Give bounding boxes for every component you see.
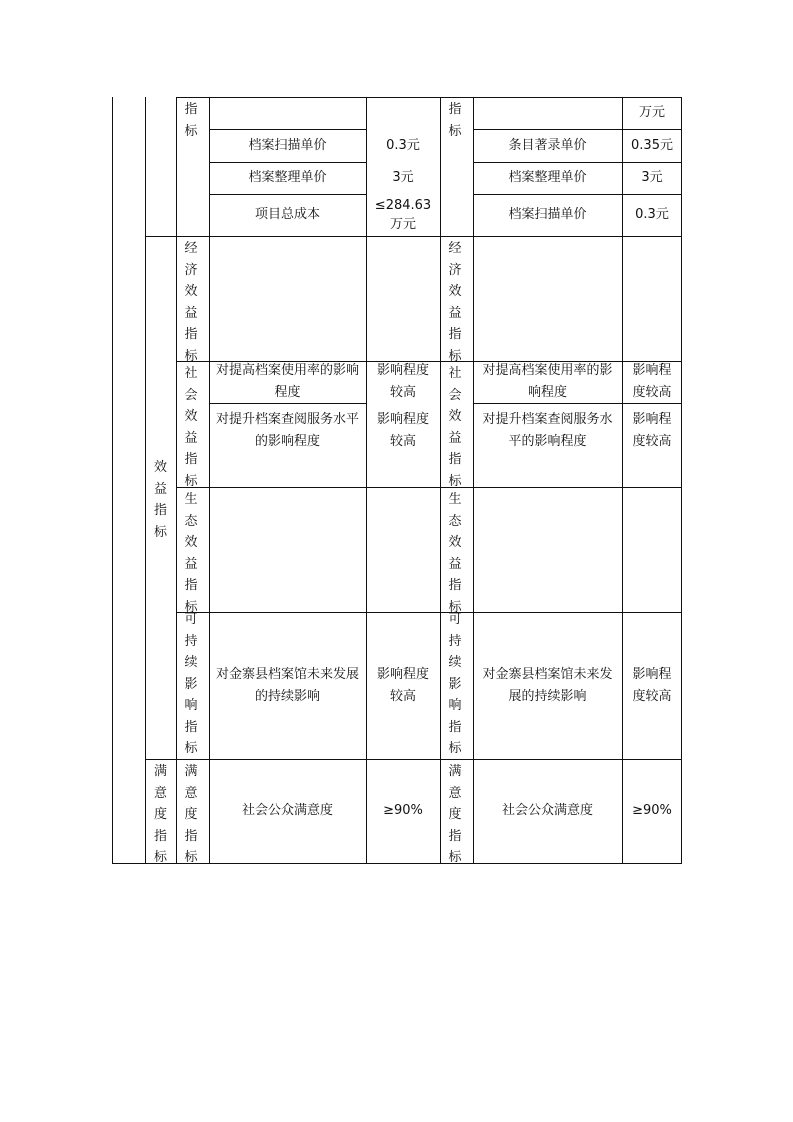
grid-line [112,97,113,864]
satisfaction-value-right: ≥90% [632,803,672,818]
sustain-label-right: 可 持 续 影 响 指 标 [448,612,462,756]
sustain-value-right: 影响程度较高 [632,666,672,704]
benefit-group-label: 效 益 指 标 [153,460,167,540]
social-item-left-2: 对提升档案查阅服务水平的影响程度 [215,412,359,449]
social-label-left: 社 会 效 益 指 标 [184,366,198,489]
cost-value-left-3: ≤284.63 万元 [374,198,432,232]
indicator-label-left: 指 标 [184,102,198,139]
social-item-right-2: 对提升档案查阅服务水平的影响程度 [482,412,613,449]
ecology-label-right: 生 态 效 益 指 标 [448,492,462,615]
cost-value-left-1: 0.3元 [386,137,420,153]
satisfaction-group-label: 满 意 度 指 标 [153,764,167,865]
cost-value-left-2: 3元 [392,170,414,185]
social-label-right: 社 会 效 益 指 标 [448,366,462,489]
sustain-label-left: 可 持 续 影 响 指 标 [184,612,198,756]
cost-item-right-2: 档案整理单价 [508,170,587,185]
cost-value-right-2: 3元 [641,170,663,185]
economic-label-left: 经 济 效 益 指 标 [184,241,198,364]
ecology-label-left: 生 态 效 益 指 标 [184,492,198,615]
satisfaction-label-left: 满 意 度 指 标 [184,764,198,865]
cost-item-left-2: 档案整理单价 [248,170,327,185]
cost-item-left-3: 项目总成本 [254,207,320,222]
sustain-value-left: 影响程度较高 [376,666,429,704]
cost-item-right-3: 档案扫描单价 [508,207,587,222]
social-value-right-1: 影响程度较高 [632,363,672,400]
sustain-item-right: 对金寨县档案馆未来发展的持续影响 [482,666,613,704]
cost-value-right-1: 0.35元 [631,137,673,153]
unit-cell: 万元 [638,105,665,120]
indicator-label-right: 指 标 [448,102,462,139]
satisfaction-item-right: 社会公众满意度 [501,803,593,818]
cost-item-left-1: 档案扫描单价 [248,137,327,153]
satisfaction-label-right: 满 意 度 指 标 [448,764,462,865]
social-item-right-1: 对提高档案使用率的影响程度 [482,363,613,400]
cost-value-right-3: 0.3元 [635,207,669,222]
grid-line [176,487,682,488]
sustain-item-left: 对金寨县档案馆未来发展的持续影响 [215,666,359,704]
economic-label-right: 经 济 效 益 指 标 [448,241,462,364]
cost-item-right-1: 条目著录单价 [508,137,587,153]
social-value-left-1: 影响程度较高 [376,363,429,400]
satisfaction-item-left: 社会公众满意度 [241,803,333,818]
grid-line [145,236,682,237]
social-value-right-2: 影响程度较高 [632,412,672,449]
social-item-left-1: 对提高档案使用率的影响程度 [215,363,359,400]
satisfaction-value-left: ≥90% [383,803,423,818]
social-value-left-2: 影响程度较高 [376,412,429,449]
performance-indicator-table [112,97,682,864]
grid-line [176,97,682,98]
